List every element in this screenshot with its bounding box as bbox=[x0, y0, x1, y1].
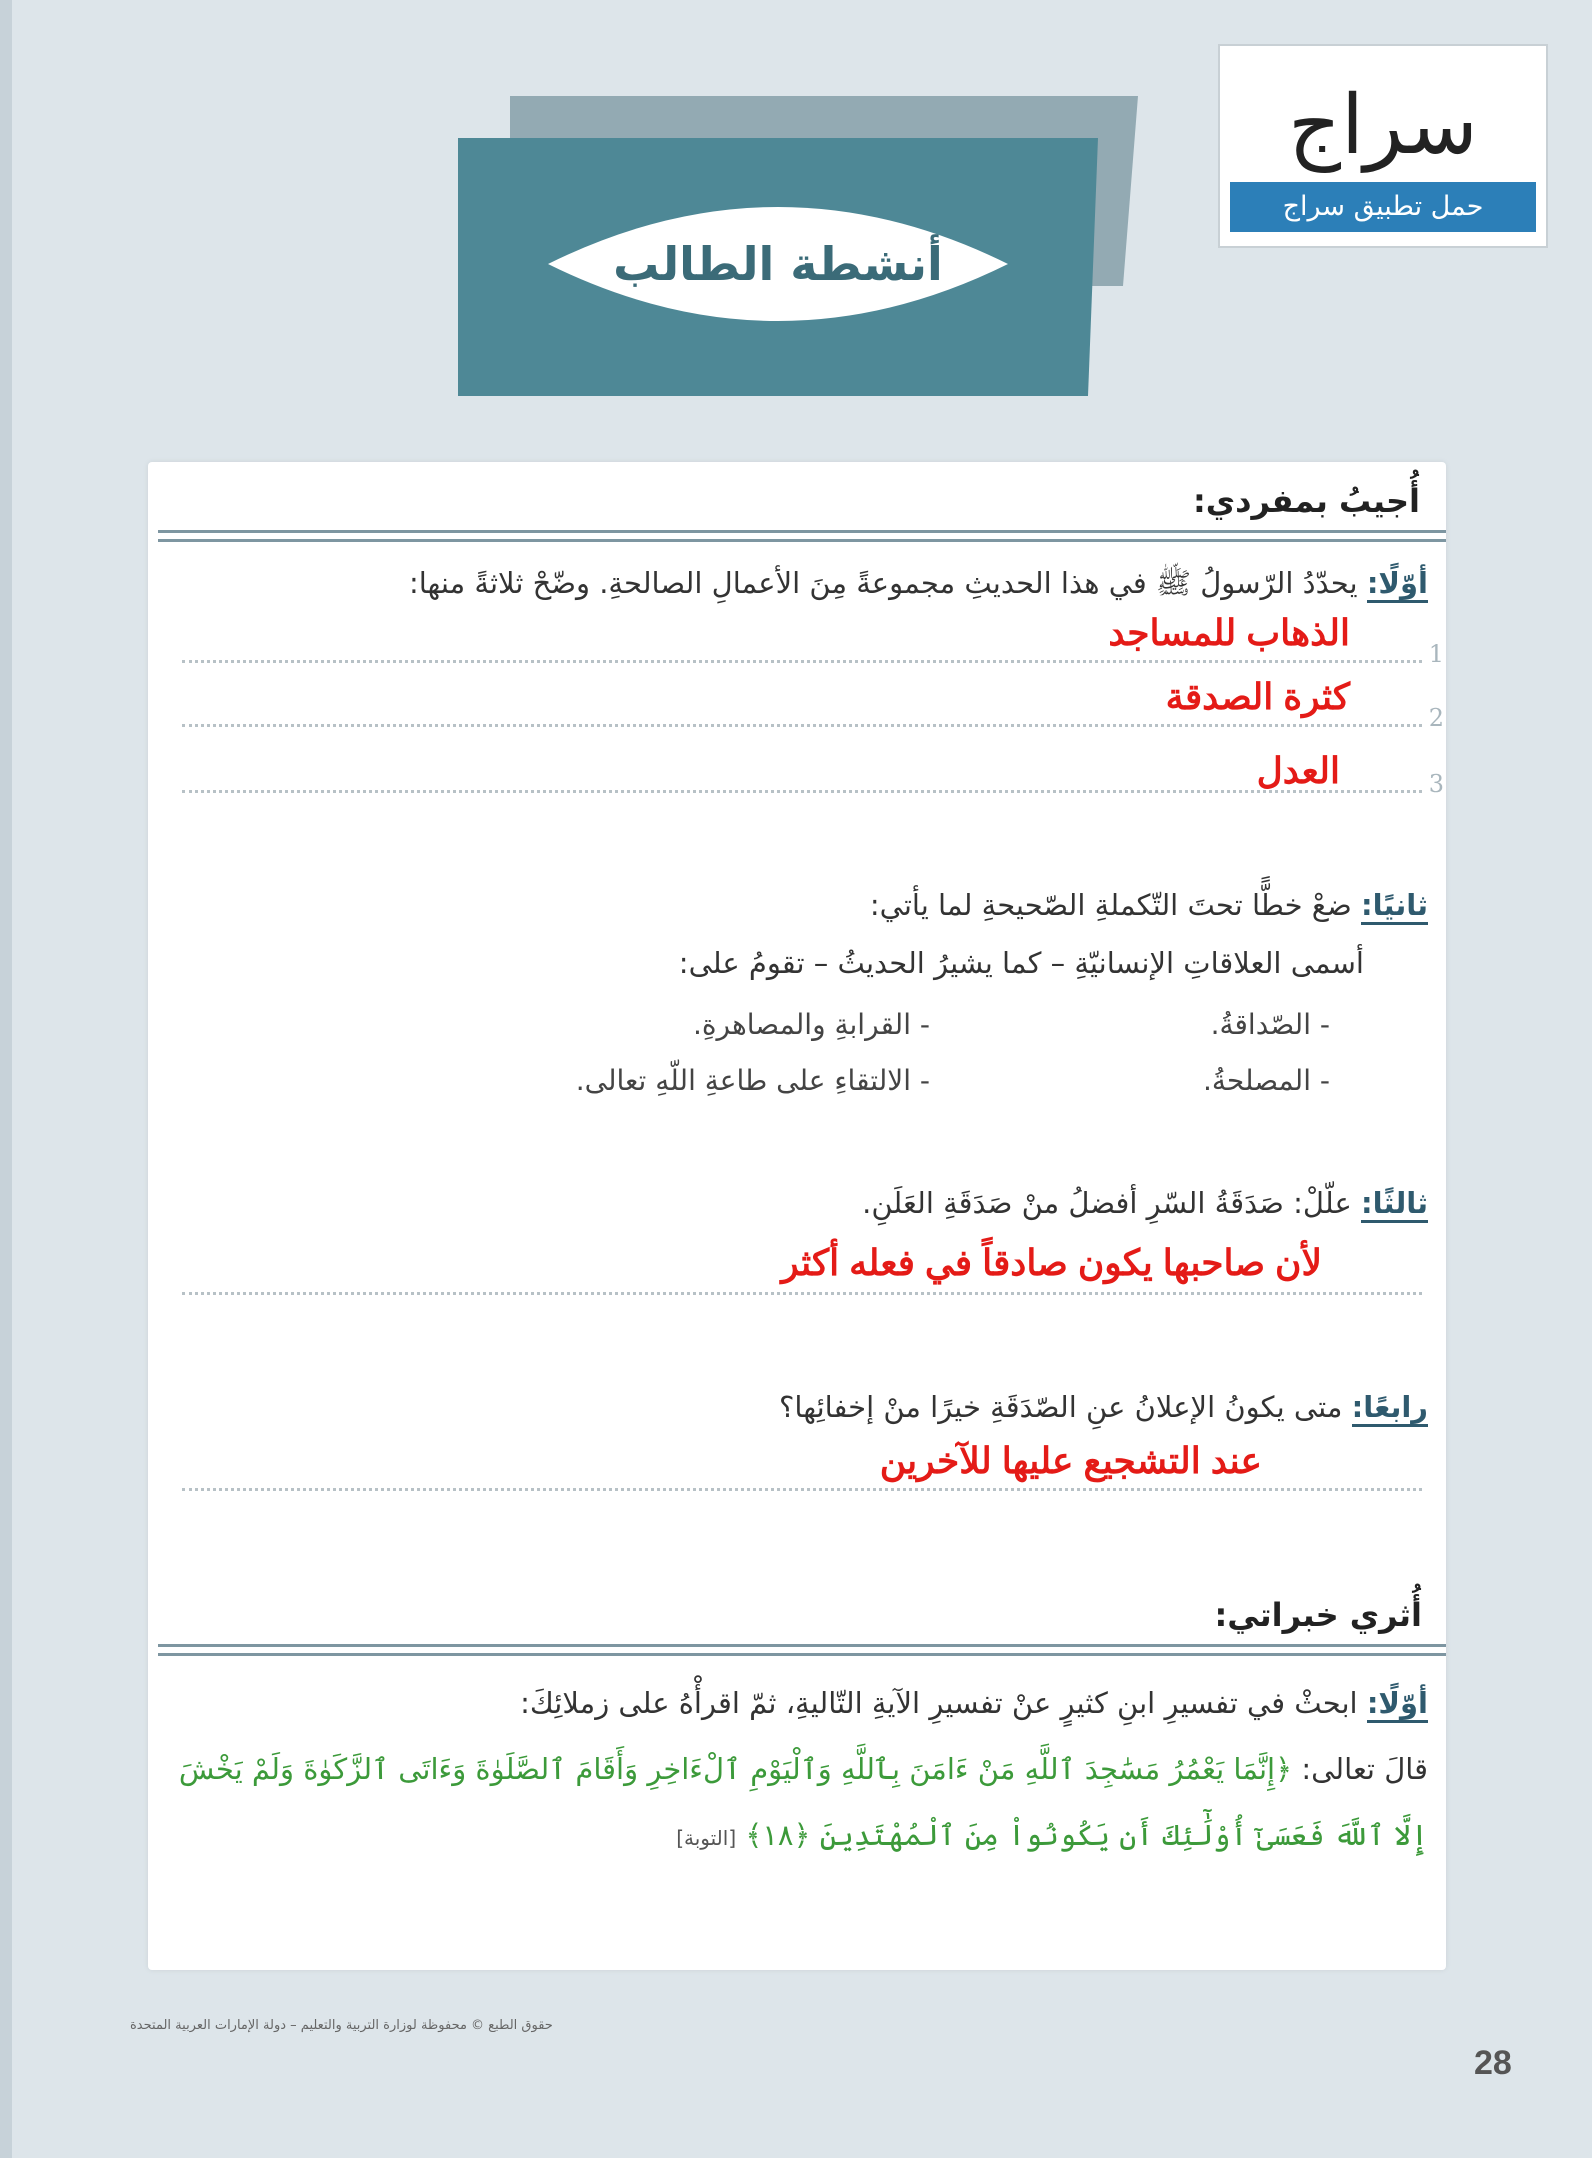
answer-1-3[interactable]: العدل bbox=[1256, 750, 1340, 791]
question-text: علّلْ: صَدَقَةُ السّرِ أفضلُ منْ صَدَقَةِ العَلَنِ. bbox=[862, 1186, 1352, 1220]
option-obedience[interactable]: - الالتقاءِ على طاعةِ اللّهِ تعالى. bbox=[575, 1064, 930, 1097]
page-number: 28 bbox=[1474, 2044, 1512, 2082]
question-label: أوّلًا: bbox=[1367, 1686, 1428, 1723]
answer-line bbox=[182, 1292, 1422, 1295]
answer-1-2[interactable]: كثرة الصدقة bbox=[1165, 676, 1350, 717]
question-label: ثالثًا: bbox=[1361, 1186, 1428, 1223]
question-label: رابعًا: bbox=[1352, 1390, 1428, 1427]
answer-line bbox=[182, 1488, 1422, 1491]
section-divider bbox=[158, 530, 1446, 542]
verse-line-2 bbox=[676, 1818, 1428, 1852]
banner-title: أنشطة الطالب bbox=[613, 237, 943, 291]
question-2 bbox=[870, 888, 1428, 922]
page-edge bbox=[0, 0, 12, 2158]
copyright-footer: حقوق الطبع © محفوظة لوزارة التربية والتعليم – دولة الإمارات العربية المتحدة bbox=[130, 2018, 553, 2033]
quran-verse-end: إِلَّا ٱللَّهَ فَعَسَىٰٓ أُوْلَٰٓئِكَ أَن يَكُونُواْ مِنَ ٱلْمُهْتَدِينَ ﴿١٨﴾ bbox=[745, 1818, 1428, 1852]
section-title-individual: أُجيبُ بمفردي: bbox=[1192, 482, 1420, 520]
line-number: 1 bbox=[1428, 640, 1444, 668]
answer-line bbox=[182, 790, 1422, 793]
question-text: متى يكونُ الإعلانُ عنِ الصّدَقَةِ خيرًا منْ إخفائِها؟ bbox=[778, 1390, 1343, 1424]
answer-line bbox=[182, 724, 1422, 727]
line-number: 2 bbox=[1428, 704, 1444, 732]
question-3 bbox=[862, 1186, 1428, 1220]
option-interest[interactable]: - المصلحةُ. bbox=[1202, 1064, 1330, 1097]
answer-4[interactable]: عند التشجيع عليها للآخرين bbox=[879, 1440, 1262, 1481]
question-text: ابحثْ في تفسيرِ ابنِ كثيرٍ عنْ تفسيرِ الآيةِ التّاليةِ، ثمّ اقرأْهُ على زملائِكَ: bbox=[520, 1686, 1358, 1720]
answer-3[interactable]: لأن صاحبها يكون صادقاً في فعله أكثر bbox=[781, 1242, 1322, 1283]
question-label: أوّلًا: bbox=[1367, 566, 1428, 603]
verse-intro: قالَ تعالى: bbox=[1301, 1752, 1428, 1786]
answer-line bbox=[182, 660, 1422, 663]
question-text: ضعْ خطًّا تحتَ التّكملةِ الصّحيحةِ لما يأتي: bbox=[869, 888, 1352, 922]
answer-1-1[interactable]: الذهاب للمساجد bbox=[1108, 612, 1350, 653]
logo-word: سراج bbox=[1288, 78, 1478, 173]
option-kinship[interactable]: - القرابةِ والمصاهرةِ. bbox=[692, 1008, 930, 1041]
option-friendship[interactable]: - الصّداقةُ. bbox=[1210, 1008, 1330, 1041]
activities-banner bbox=[458, 96, 1138, 396]
verse-line-1 bbox=[179, 1752, 1428, 1786]
section-title-enrichment: أُثري خبراتي: bbox=[1214, 1596, 1422, 1634]
siraj-logo[interactable] bbox=[1218, 44, 1548, 248]
section-divider bbox=[158, 1644, 1446, 1656]
question-text: يحدّدُ الرّسولُ ﷺ في هذا الحديثِ مجموعةً مِنَ الأعمالِ الصالحةِ. وضّحْ ثلاثةً منها: bbox=[408, 566, 1358, 600]
line-number: 3 bbox=[1428, 770, 1444, 798]
enrichment-question-1 bbox=[520, 1686, 1428, 1720]
surah-name: [التوبة] bbox=[676, 1826, 737, 1850]
question-2-stem: أسمى العلاقاتِ الإنسانيّةِ – كما يشيرُ الحديثُ – تقومُ على: bbox=[678, 946, 1364, 980]
question-4 bbox=[779, 1390, 1428, 1424]
logo-subtitle: حمل تطبيق سراج bbox=[1230, 182, 1536, 232]
quran-verse: ﴿إِنَّمَا يَعْمُرُ مَسَٰجِدَ ٱللَّهِ مَنْ ءَامَنَ بِٱللَّهِ وَٱلْيَوْمِ ٱلْءَاخِرِ وَأَقَامَ ٱلصَّلَوٰةَ وَءَاتَى ٱلزَّكَوٰةَ وَلَمْ يَخْشَ bbox=[178, 1752, 1293, 1786]
question-label: ثانيًا: bbox=[1361, 888, 1428, 925]
question-1 bbox=[409, 566, 1428, 608]
